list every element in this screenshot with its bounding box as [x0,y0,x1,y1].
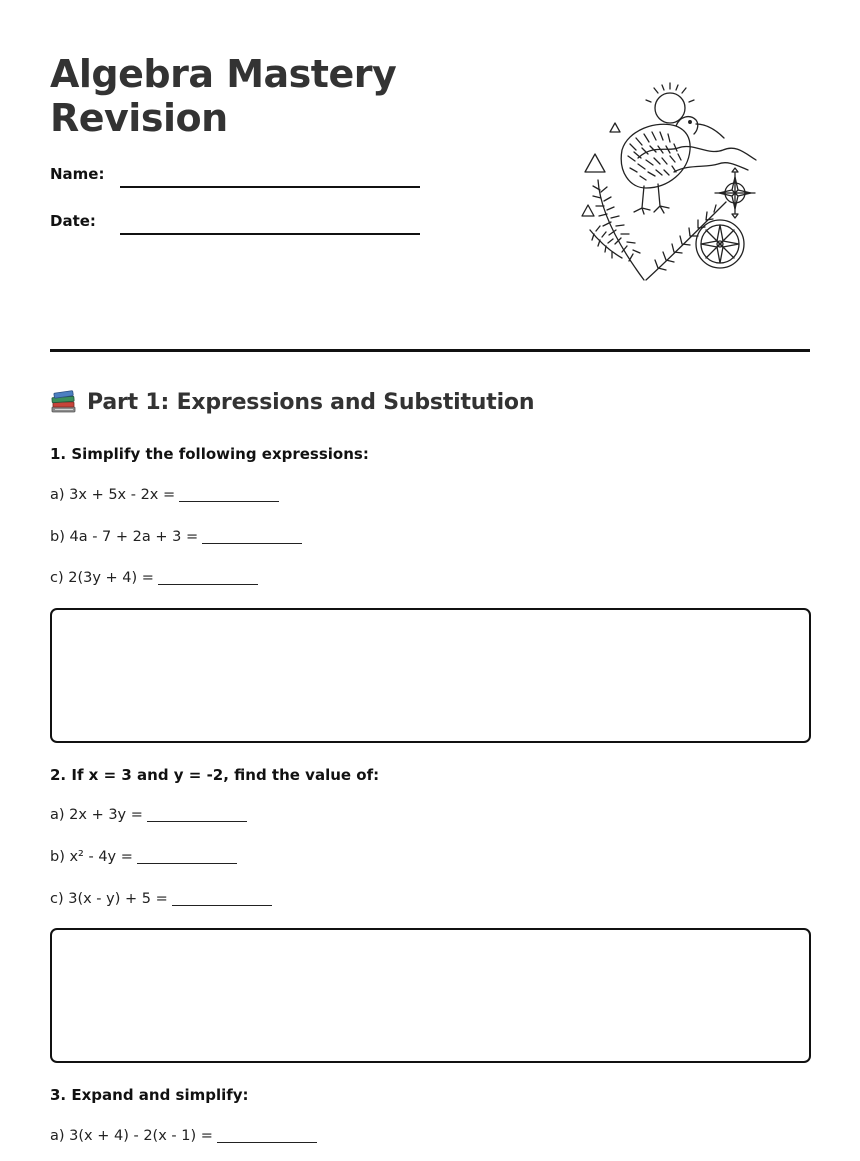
worksheet-title [50,52,396,140]
question-2c-text: c) 3(x - y) + 5 = [50,891,168,907]
question-3a-answer-blank[interactable] [217,1142,317,1143]
question-2c-answer-blank[interactable] [172,905,272,906]
title-line-2: Revision [50,96,228,140]
question-3-prompt: 3. Expand and simplify: [50,1086,249,1104]
question-1b-text: b) 4a - 7 + 2a + 3 = [50,529,199,545]
working-box-1[interactable] [50,608,811,743]
question-1a-answer-blank[interactable] [179,501,279,502]
question-1-prompt: 1. Simplify the following expressions: [50,445,369,463]
question-1c-answer-blank[interactable] [158,584,258,585]
section-heading-text: Part 1: Expressions and Substitution [87,389,535,415]
question-2a-text: a) 2x + 3y = [50,807,143,823]
question-2b [50,849,237,865]
title-line-1: Algebra Mastery [50,52,397,96]
question-1b [50,529,302,545]
date-field[interactable] [120,233,420,235]
question-2c [50,891,272,907]
question-2a-answer-blank[interactable] [147,821,247,822]
kiwi-illustration [578,80,760,286]
question-1c [50,570,258,586]
question-2-prompt: 2. If x = 3 and y = -2, find the value of: [50,766,380,784]
name-field[interactable] [120,186,420,188]
question-1b-answer-blank[interactable] [202,543,302,544]
section-divider [50,349,810,352]
books-icon [50,388,78,416]
question-1a-text: a) 3x + 5x - 2x = [50,487,176,503]
question-2b-answer-blank[interactable] [137,863,237,864]
question-2a [50,807,247,823]
question-1c-text: c) 2(3y + 4) = [50,570,154,586]
question-3a [50,1128,317,1144]
section-heading [50,388,534,416]
question-1a [50,487,279,503]
question-2b-text: b) x² - 4y = [50,849,133,865]
date-label: Date: [50,212,96,230]
question-3a-text: a) 3(x + 4) - 2(x - 1) = [50,1128,213,1144]
working-box-2[interactable] [50,928,811,1063]
name-label: Name: [50,165,105,183]
